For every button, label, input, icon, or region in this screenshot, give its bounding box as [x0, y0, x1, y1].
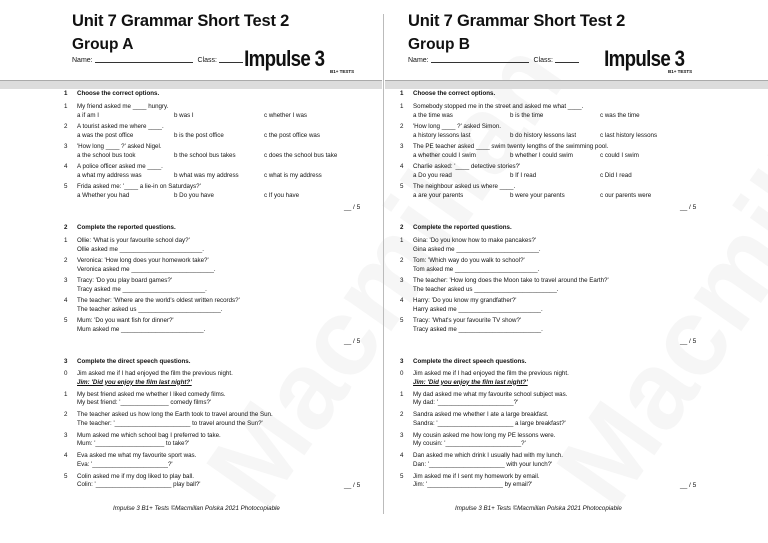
- class-field[interactable]: [219, 62, 243, 63]
- question-number: 3: [400, 277, 404, 284]
- question-text: Veronica: 'How long does your homework take?': [77, 257, 209, 264]
- section-score: __ / 5: [344, 338, 361, 345]
- section-score: __ / 5: [344, 482, 361, 489]
- question-text: Tracy: 'What's your favourite TV show?': [413, 317, 522, 324]
- answer-line[interactable]: Mum asked me ________________________.: [77, 325, 206, 333]
- option-a[interactable]: a whether could I swim: [413, 151, 476, 159]
- logo: Impulse 3: [244, 46, 325, 71]
- question-text: 'How long ____ ?' asked Simon.: [413, 123, 502, 130]
- question-text: Jim asked me if I sent my homework by email.: [413, 472, 540, 480]
- question-text: The neighbour asked us where ____.: [413, 183, 516, 190]
- group-label: Group B: [408, 36, 470, 53]
- answer-line[interactable]: Colin: '______________________ play ball?': [77, 481, 201, 488]
- page-divider: [383, 14, 384, 514]
- answer-line[interactable]: Mum: '____________________ to take?': [77, 440, 190, 447]
- section-heading: Complete the reported questions.: [77, 224, 176, 231]
- section-heading: Complete the direct speech questions.: [77, 358, 191, 365]
- class-label: Class:: [533, 57, 553, 64]
- option-c[interactable]: c whether I was: [264, 111, 307, 119]
- question-number: 3: [64, 143, 68, 150]
- section-score: __ / 5: [680, 204, 697, 211]
- group-label: Group A: [72, 36, 134, 53]
- question-text: Somebody stopped me in the street and asked me what ____.: [413, 103, 584, 110]
- logo-subtitle: B1+ TESTS: [668, 69, 693, 74]
- question-number: 2: [64, 257, 68, 264]
- example-answer: Jim: 'Did you enjoy the film last night?': [77, 378, 192, 386]
- question-text: Frida asked me: '____ a lie-in on Saturdays?': [77, 183, 201, 190]
- answer-line[interactable]: My best friend: '______________ comedy films?': [77, 399, 212, 406]
- logo-subtitle: B1+ TESTS: [330, 69, 355, 74]
- question-number: 4: [400, 163, 404, 170]
- option-a[interactable]: a what my address was: [77, 171, 142, 179]
- question-number: 1: [400, 390, 404, 398]
- question-text: My dad asked me what my favourite school subject was.: [413, 390, 568, 398]
- option-a[interactable]: a the time was: [413, 111, 453, 119]
- option-c[interactable]: c last history lessons: [600, 131, 658, 139]
- option-a[interactable]: a was the post office: [77, 131, 134, 139]
- question-text: A tourist asked me where ____.: [77, 123, 164, 130]
- question-text: Jim asked me if I had enjoyed the film the previous night.: [77, 370, 233, 377]
- option-b[interactable]: b were your parents: [510, 191, 565, 199]
- option-b[interactable]: b whether I could swim: [510, 151, 573, 159]
- name-class-row: [408, 57, 579, 64]
- question-number: 4: [64, 297, 68, 304]
- question-number: 1: [64, 237, 68, 244]
- answer-line[interactable]: Gina asked me ________________________.: [413, 245, 541, 253]
- page-title: Unit 7 Grammar Short Test 2: [72, 12, 290, 30]
- option-b[interactable]: b do history lessons last: [510, 131, 577, 139]
- option-c[interactable]: c was the time: [600, 111, 640, 119]
- option-c[interactable]: c what is my address: [264, 171, 322, 179]
- header-rule: [0, 80, 382, 89]
- question-text: Colin asked me if my dog liked to play ball.: [77, 472, 194, 480]
- question-text: Charlie asked: '____ detective stories?': [413, 163, 521, 170]
- answer-line[interactable]: Tom asked me ________________________.: [413, 265, 540, 273]
- option-c[interactable]: c Did I read: [600, 171, 632, 179]
- question-text: The PE teacher asked ____ swim twenty lengths of the swimming pool.: [413, 143, 609, 150]
- question-number: 2: [64, 123, 68, 130]
- question-number: 2: [64, 411, 68, 418]
- answer-line[interactable]: Tracy asked me ________________________.: [77, 285, 207, 293]
- question-number: 1: [400, 237, 404, 244]
- option-c[interactable]: c does the school bus take: [264, 151, 338, 159]
- option-b[interactable]: b what was my address: [174, 171, 239, 179]
- watermark: [531, 19, 768, 528]
- option-c[interactable]: c could I swim: [600, 151, 639, 159]
- section-score: __ / 5: [344, 204, 361, 211]
- question-text: Harry: 'Do you know my grandfather?': [413, 297, 517, 304]
- question-number: 1: [64, 103, 68, 110]
- question-text: My best friend asked me whether I liked comedy films.: [77, 390, 226, 398]
- question-text: The teacher: 'How long does the Moon take to travel around the Earth?': [413, 277, 609, 284]
- section-number: 1: [400, 90, 404, 97]
- question-number: 5: [64, 472, 68, 480]
- question-text: My cousin asked me how long my PE lessons were.: [413, 431, 556, 439]
- footer: Impulse 3 B1+ Tests ©Macmillan Polska 2021 Photocopiable: [113, 505, 280, 512]
- answer-line[interactable]: Veronica asked me ________________________.: [77, 265, 216, 273]
- answer-line[interactable]: Ollie asked me ________________________.: [77, 245, 204, 253]
- example-answer: Jim: 'Did you enjoy the film last night?': [413, 378, 528, 386]
- option-c[interactable]: c the post office was: [264, 131, 320, 139]
- section-heading: Complete the reported questions.: [413, 224, 512, 231]
- question-number: 2: [400, 257, 404, 264]
- question-text: Dan asked me which drink I usually had with my lunch.: [413, 452, 563, 459]
- question-text: Jim asked me if I had enjoyed the film the previous night.: [413, 370, 569, 377]
- section-heading: Choose the correct options.: [413, 90, 496, 97]
- question-number: 0: [400, 370, 404, 377]
- question-number: 4: [400, 297, 404, 304]
- logo: Impulse 3: [604, 46, 685, 71]
- option-c[interactable]: c our parents were: [600, 191, 652, 199]
- question-number: 3: [400, 431, 404, 439]
- option-a[interactable]: a the school bus took: [77, 151, 136, 159]
- question-text: Ollie: 'What is your favourite school day?': [77, 237, 190, 244]
- section-number: 3: [400, 358, 404, 365]
- class-field[interactable]: [555, 62, 579, 63]
- name-label: Name:: [408, 57, 429, 64]
- question-text: 'How long ____ ?' asked Nigel.: [77, 143, 162, 150]
- question-number: 3: [64, 431, 68, 439]
- answer-line[interactable]: The teacher asked us ________________________.: [77, 305, 223, 313]
- question-text: Mum asked me which school bag I preferred to take.: [77, 431, 221, 439]
- answer-line[interactable]: My cousin: '______________________?': [413, 440, 526, 447]
- answer-line[interactable]: My dad: '______________________?': [413, 399, 519, 406]
- question-text: Tom: 'Which way do you walk to school?': [413, 257, 525, 264]
- option-a[interactable]: a are your parents: [413, 191, 464, 199]
- section-heading: Complete the direct speech questions.: [413, 358, 527, 365]
- section-number: 2: [64, 224, 68, 231]
- question-text: Tracy: 'Do you play board games?': [77, 277, 172, 284]
- option-b[interactable]: b is the time: [510, 111, 544, 119]
- question-number: 2: [400, 411, 404, 418]
- question-number: 3: [64, 277, 68, 284]
- question-text: A police officer asked me ____.: [77, 163, 163, 170]
- name-field[interactable]: [95, 62, 193, 63]
- option-a[interactable]: a history lessons last: [413, 131, 471, 139]
- name-class-row: [72, 57, 243, 64]
- answer-line[interactable]: Dan: '______________________ with your lunch?': [413, 460, 553, 468]
- option-c[interactable]: c If you have: [264, 191, 300, 199]
- answer-line[interactable]: Eva: '______________________?': [77, 460, 173, 468]
- page-title: Unit 7 Grammar Short Test 2: [408, 12, 626, 30]
- question-text: The teacher: 'Where are the world's oldest written records?': [77, 297, 240, 304]
- question-number: 3: [400, 143, 404, 150]
- question-number: 5: [64, 183, 68, 190]
- section-score: __ / 5: [680, 338, 697, 345]
- question-text: Mum: 'Do you want fish for dinner?': [77, 317, 174, 324]
- answer-line[interactable]: The teacher asked us ________________________.: [413, 285, 559, 293]
- question-text: Eva asked me what my favourite sport was.: [77, 452, 197, 459]
- section-heading: Choose the correct options.: [77, 90, 160, 97]
- option-b[interactable]: b is the post office: [174, 131, 224, 139]
- question-number: 2: [400, 123, 404, 130]
- question-text: The teacher asked us how long the Earth took to travel around the Sun.: [77, 411, 273, 418]
- option-b[interactable]: b Do you have: [174, 191, 214, 199]
- answer-line[interactable]: Harry asked me ________________________.: [413, 305, 543, 313]
- name-field[interactable]: [431, 62, 529, 63]
- answer-line[interactable]: Tracy asked me ________________________.: [413, 325, 543, 333]
- question-number: 4: [64, 452, 68, 459]
- class-label: Class:: [197, 57, 217, 64]
- answer-line[interactable]: Sandra: '______________________ a large breakfast?': [413, 419, 566, 427]
- question-number: 0: [64, 370, 68, 377]
- question-text: Sandra asked me whether I ate a large breakfast.: [413, 411, 549, 418]
- question-number: 5: [64, 317, 68, 324]
- question-number: 1: [64, 390, 68, 398]
- section-number: 3: [64, 358, 68, 365]
- question-text: Gina: 'Do you know how to make pancakes?': [413, 237, 537, 244]
- answer-line[interactable]: Jim: '______________________ by email?': [413, 481, 533, 488]
- question-number: 5: [400, 317, 404, 324]
- option-b[interactable]: b the school bus takes: [174, 151, 236, 159]
- question-text: My friend asked me ____ hungry.: [77, 103, 169, 110]
- option-a[interactable]: a Whether you had: [77, 191, 130, 199]
- section-number: 2: [400, 224, 404, 231]
- answer-line[interactable]: The teacher: '______________________ to travel around the Sun?': [77, 419, 263, 427]
- name-label: Name:: [72, 57, 93, 64]
- question-number: 5: [400, 183, 404, 190]
- question-number: 4: [400, 452, 404, 459]
- section-score: __ / 5: [680, 482, 697, 489]
- question-number: 4: [64, 163, 68, 170]
- option-b[interactable]: b If I read: [510, 171, 537, 179]
- header-rule: [385, 80, 768, 89]
- footer: Impulse 3 B1+ Tests ©Macmillan Polska 2021 Photocopiable: [455, 505, 622, 512]
- question-number: 1: [400, 103, 404, 110]
- option-b[interactable]: b was I: [174, 111, 194, 119]
- section-number: 1: [64, 90, 68, 97]
- question-number: 5: [400, 472, 404, 480]
- option-a[interactable]: a Do you read: [413, 171, 452, 179]
- option-a[interactable]: a if am I: [77, 111, 100, 119]
